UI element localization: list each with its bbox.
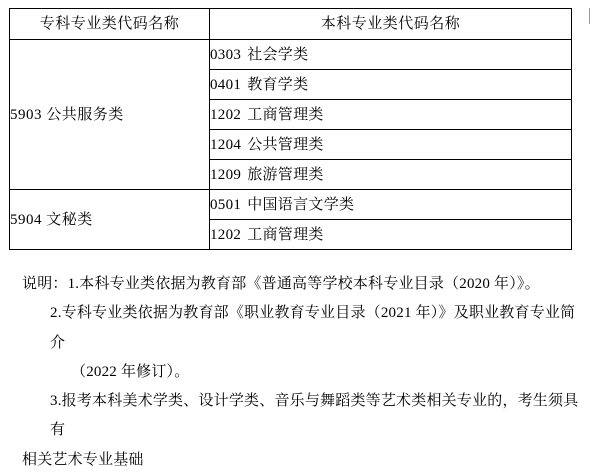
table-row bbox=[10, 40, 572, 70]
major-category-table bbox=[9, 8, 572, 250]
note-line-1: 说明：1.本科专业类依据为教育部《普通高等学校本科专业目录（2020 年）》。 bbox=[22, 276, 540, 292]
document-page bbox=[0, 8, 600, 468]
item-code: 1202 bbox=[210, 226, 242, 243]
group-label-5904: 5904 文秘类 bbox=[10, 190, 210, 250]
group-label-5903: 5903 公共服务类 bbox=[10, 40, 210, 190]
item-code: 1204 bbox=[210, 136, 242, 153]
column-header-undergraduate: 本科专业类代码名称 bbox=[210, 9, 572, 40]
note-line-3-cont: 相关艺术专业基础 bbox=[22, 451, 144, 468]
page-edge-mark bbox=[586, 8, 598, 48]
note-line-3: 3.报考本科美术学类、设计学类、音乐与舞蹈类等艺术类相关专业的，考生须具 有 bbox=[50, 393, 587, 439]
table-header-row bbox=[10, 9, 572, 40]
item-code: 1209 bbox=[210, 166, 242, 183]
column-header-specialty: 专科专业类代码名称 bbox=[10, 9, 210, 40]
note-line-2-cont: （2022 年修订）。 bbox=[71, 363, 190, 380]
item-code: 0401 bbox=[210, 76, 242, 93]
table-cell-item bbox=[210, 100, 572, 130]
item-code: 0303 bbox=[210, 46, 242, 63]
item-name: 社会学类 bbox=[247, 46, 309, 63]
table-cell-item bbox=[210, 190, 572, 220]
note-line-2: 2.专科专业类依据为教育部《职业教育专业目录（2021 年）》及职业教育专业简 介 bbox=[50, 305, 584, 351]
table-cell-item bbox=[210, 160, 572, 190]
item-name: 旅游管理类 bbox=[247, 166, 324, 183]
table-cell-item bbox=[210, 70, 572, 100]
table-cell-item bbox=[210, 40, 572, 70]
item-name: 中国语言文学类 bbox=[247, 196, 355, 213]
item-code: 0501 bbox=[210, 196, 242, 213]
table-row bbox=[10, 190, 572, 220]
notes-section bbox=[0, 270, 600, 475]
item-name: 公共管理类 bbox=[247, 136, 324, 153]
item-name: 工商管理类 bbox=[247, 106, 324, 123]
table-cell-item bbox=[210, 130, 572, 160]
item-code: 1202 bbox=[210, 106, 242, 123]
table-cell-item bbox=[210, 220, 572, 250]
item-name: 教育学类 bbox=[247, 76, 309, 93]
item-name: 工商管理类 bbox=[247, 226, 324, 243]
